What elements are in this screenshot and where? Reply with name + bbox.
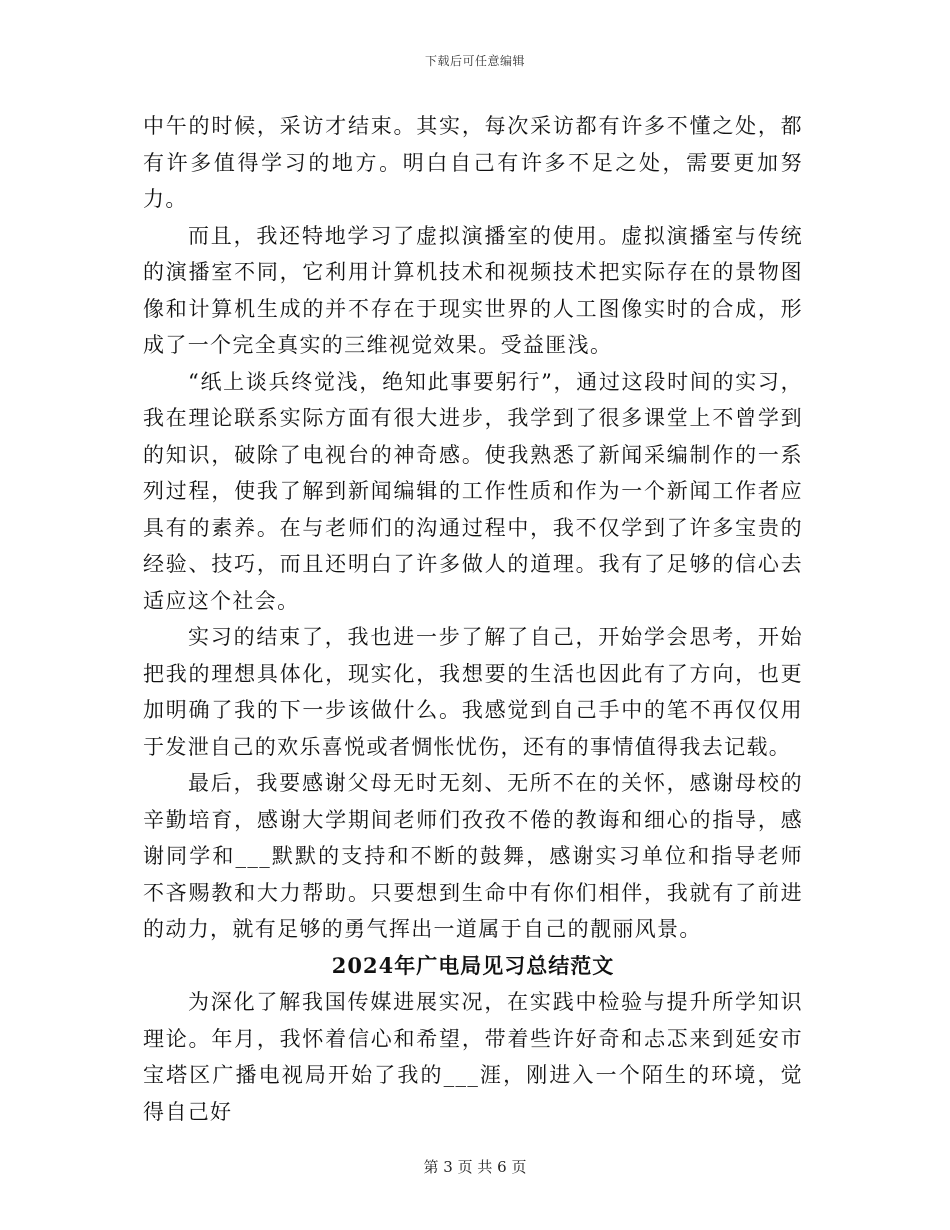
paragraph-acknowledgements: 最后，我要感谢父母无时无刻、无所不在的关怀，感谢母校的辛勤培育，感谢大学期间老师们孜孜不倦的教诲和细心的指导，感谢同学和___默默的支持和不断的鼓舞，感谢实习单位和指导老师不吝赐教和大力帮助。只要想到生命中有你们相伴，我就有了前进的动力，就有足够的勇气挥出一道属于自己的靓丽风景。 <box>143 771 803 941</box>
paragraph-self-understanding: 实习的结束了，我也进一步了解了自己，开始学会思考，开始把我的理想具体化，现实化，我想要的生活也因此有了方向，也更加明确了我的下一步该做什么。我感觉到自己手中的笔不再仅仅用于发泄自己的欢乐喜悦或者惆怅忧伤，还有的事情值得我去记载。 <box>143 625 803 759</box>
paragraph-continuation: 中午的时候，采访才结束。其实，每次采访都有许多不懂之处，都有许多值得学习的地方。明白自己有许多不足之处，需要更加努力。 <box>143 114 803 211</box>
page-header: 下载后可任意编辑 <box>424 54 525 68</box>
paragraph-practice-reflection: “纸上谈兵终觉浅，绝知此事要躬行”，通过这段时间的实习，我在理论联系实际方面有很大进步，我学到了很多课堂上不曾学到的知识，破除了电视台的神奇感。使我熟悉了新闻采编制作的一系列过程，使我了解到新闻编辑的工作性质和作为一个新闻工作者应具有的素养。在与老师们的沟通过程中，我不仅学到了许多宝贵的经验、技巧，而且还明白了许多做人的道理。我有了足够的信心去适应这个社会。 <box>143 369 803 613</box>
section-title: 2024年广电局见习总结范文 <box>331 952 615 978</box>
page-footer: 第 3 页 共 6 页 <box>423 1158 527 1176</box>
paragraph-virtual-studio: 而且，我还特地学习了虚拟演播室的使用。虚拟演播室与传统的演播室不同，它利用计算机技术和视频技术把实际存在的景物图像和计算机生成的并不存在于现实世界的人工图像实时的合成，形成了一个完全真实的三维视觉效果。受益匪浅。 <box>143 223 803 357</box>
document-body <box>143 108 803 1130</box>
paragraph-section-intro: 为深化了解我国传媒进展实况，在实践中检验与提升所学知识理论。年月，我怀着信心和希望，带着些许好奇和忐忑来到延安市宝塔区广播电视局开始了我的___涯，刚进入一个陌生的环境，觉得自己好 <box>143 990 803 1124</box>
